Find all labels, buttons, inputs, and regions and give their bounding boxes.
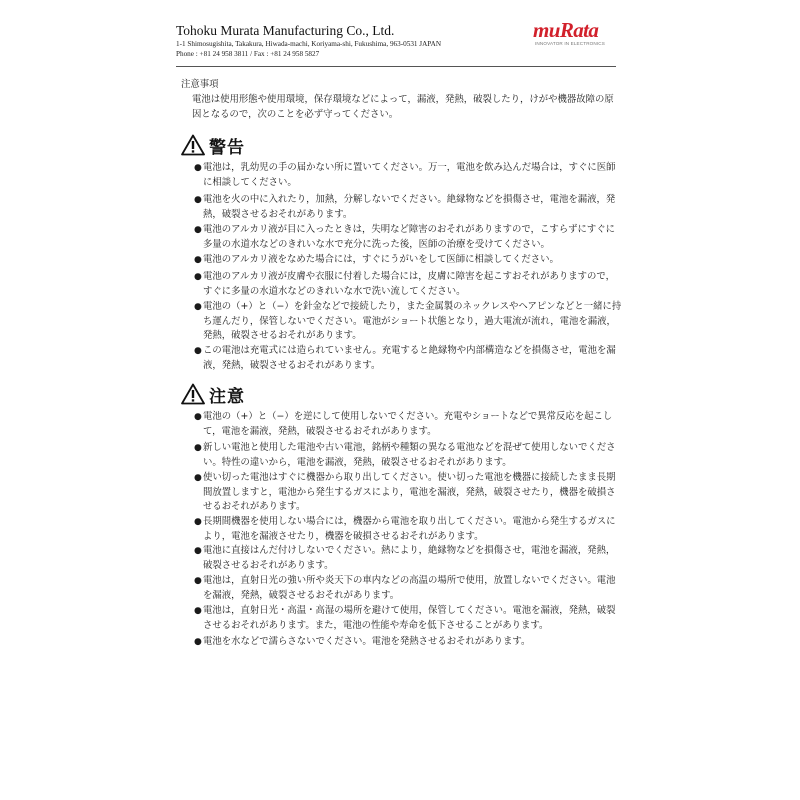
bullet: ● bbox=[194, 606, 202, 616]
warning-item bbox=[194, 161, 624, 190]
bullet: ● bbox=[194, 255, 202, 265]
header-divider bbox=[176, 66, 616, 67]
bullet: ● bbox=[194, 163, 202, 173]
company-name: Tohoku Murata Manufacturing Co., Ltd. bbox=[176, 23, 395, 38]
warning-item-text: 電池のアルカリ液が目に入ったときは，失明など障害のおそれがありますので，こすらずにすぐに多量の水道水などのきれいな水で充分に洗った後，医師の治療を受けてください。 bbox=[203, 224, 615, 250]
caution-item bbox=[194, 515, 624, 544]
bullet: ● bbox=[194, 412, 202, 422]
caution-item-text: 新しい電池と使用した電池や古い電池，銘柄や種類の異なる電池などを混ぜて使用しないでください。特性の違いから，電池を漏液，発熱，破裂させるおそれがあります。 bbox=[203, 442, 616, 468]
warning-item-text: 電池のアルカリ液をなめた場合には，すぐにうがいをして医師に相談してください。 bbox=[203, 254, 559, 265]
caution-item-text: 電池に直接はんだ付けしないでください。熱により，絶縁物などを損傷させ，電池を漏液，発熱，破裂させるおそれがあります。 bbox=[203, 545, 616, 571]
caution-item bbox=[194, 604, 624, 633]
warning-item-text: 電池を火の中に入れたり，加熱，分解しないでください。絶縁物などを損傷させ，電池を漏液，発熱，破裂させるおそれがあります。 bbox=[203, 194, 616, 220]
warning-heading-text: 警告 bbox=[209, 137, 245, 158]
caution-item bbox=[194, 574, 624, 603]
bullet: ● bbox=[194, 346, 202, 356]
warning-triangle-icon bbox=[181, 383, 205, 405]
caution-item-text: 使い切った電池はすぐに機器から取り出してください。使い切った電池を機器に接続したまま長期間放置しますと，電池から発生するガスにより，電池を漏液，発熱，破裂させたり，機器を破損させるおそれがあります。 bbox=[203, 472, 616, 512]
caution-item-text: 電池を水などで濡らさないでください。電池を発熱させるおそれがあります。 bbox=[203, 636, 531, 647]
warning-item bbox=[194, 193, 624, 222]
bullet: ● bbox=[194, 517, 202, 527]
warning-item bbox=[194, 253, 624, 268]
caution-item-text: 電池は，直射日光の強い所や炎天下の車内などの高温の場所で使用，放置しないでください。電池を漏液，発熱，破裂させるおそれがあります。 bbox=[203, 575, 616, 601]
warning-item bbox=[194, 270, 624, 299]
bullet: ● bbox=[194, 272, 202, 282]
company-address: 1-1 Shimosugishita, Takakura, Hiwada-machi, Koriyama-shi, Fukushima, 963-0531 JAPAN bbox=[176, 40, 442, 48]
bullet: ● bbox=[194, 473, 202, 483]
intro-paragraph: 電池は使用形態や使用環境，保存環境などによって，漏液，発熱，破裂したり，けがや機器故障の原因となるので，次のことを必ず守ってください。 bbox=[192, 94, 614, 120]
caution-item-text: 長期間機器を使用しない場合には，機器から電池を取り出してください。電池から発生するガスにより，電池を漏液させたり，機器を破損させるおそれがあります。 bbox=[203, 516, 616, 542]
logo-wordmark: muRata bbox=[533, 18, 599, 42]
bullet: ● bbox=[194, 225, 202, 235]
company-phone: Phone : +81 24 958 3811 / Fax : +81 24 958 5827 bbox=[176, 50, 320, 58]
warning-item bbox=[194, 344, 624, 373]
warning-triangle-icon bbox=[181, 134, 205, 156]
warning-heading bbox=[181, 133, 245, 157]
caution-item-text: 電池の（+）と（−）を逆にして使用しないでください。充電やショートなどで異常反応を起こして，電池を漏液，発熱，破裂させるおそれがあります。 bbox=[203, 411, 613, 437]
warning-item-text: 電池のアルカリ液が皮膚や衣服に付着した場合には，皮膚に障害を起こすおそれがありますので，すぐに多量の水道水などのきれいな水で洗い流してください。 bbox=[203, 271, 615, 297]
bullet: ● bbox=[194, 443, 202, 453]
bullet: ● bbox=[194, 546, 202, 556]
caution-item bbox=[194, 441, 624, 470]
section-title: 注意事項 bbox=[181, 79, 219, 90]
warning-item-text: 電池は，乳幼児の手の届かない所に置いてください。万一，電池を飲み込んだ場合は，すぐに医師に相談してください。 bbox=[203, 162, 616, 188]
warning-item-text: 電池の（+）と（−）を針金などで接続したり，また金属製のネックレスやヘアピンなどと一緒に持ち運んだり，保管しないでください。電池がショート状態となり，過大電流が流れ，電池を漏液，発熱，破裂させるおそれがあります。 bbox=[203, 301, 622, 341]
murata-logo bbox=[533, 18, 613, 50]
caution-item bbox=[194, 410, 624, 439]
warning-item bbox=[194, 223, 624, 252]
caution-item bbox=[194, 635, 624, 650]
bullet: ● bbox=[194, 576, 202, 586]
warning-item-text: この電池は充電式には造られていません。充電すると絶縁物や内部構造などを損傷させ，電池を漏液，発熱，破裂させるおそれがあります。 bbox=[203, 345, 616, 371]
bullet: ● bbox=[194, 637, 202, 647]
caution-heading-text: 注意 bbox=[209, 386, 245, 407]
warning-item bbox=[194, 300, 624, 344]
logo-tagline: INNOVATOR IN ELECTRONICS bbox=[535, 41, 605, 46]
caution-item-text: 電池は，直射日光・高温・高湿の場所を避けて使用，保管してください。電池を漏液，発熱，破裂させるおそれがあります。また，電池の性能や寿命を低下させることがあります。 bbox=[203, 605, 616, 631]
caution-heading bbox=[181, 382, 245, 406]
caution-item bbox=[194, 471, 624, 515]
caution-item bbox=[194, 544, 624, 573]
bullet: ● bbox=[194, 302, 202, 312]
bullet: ● bbox=[194, 195, 202, 205]
